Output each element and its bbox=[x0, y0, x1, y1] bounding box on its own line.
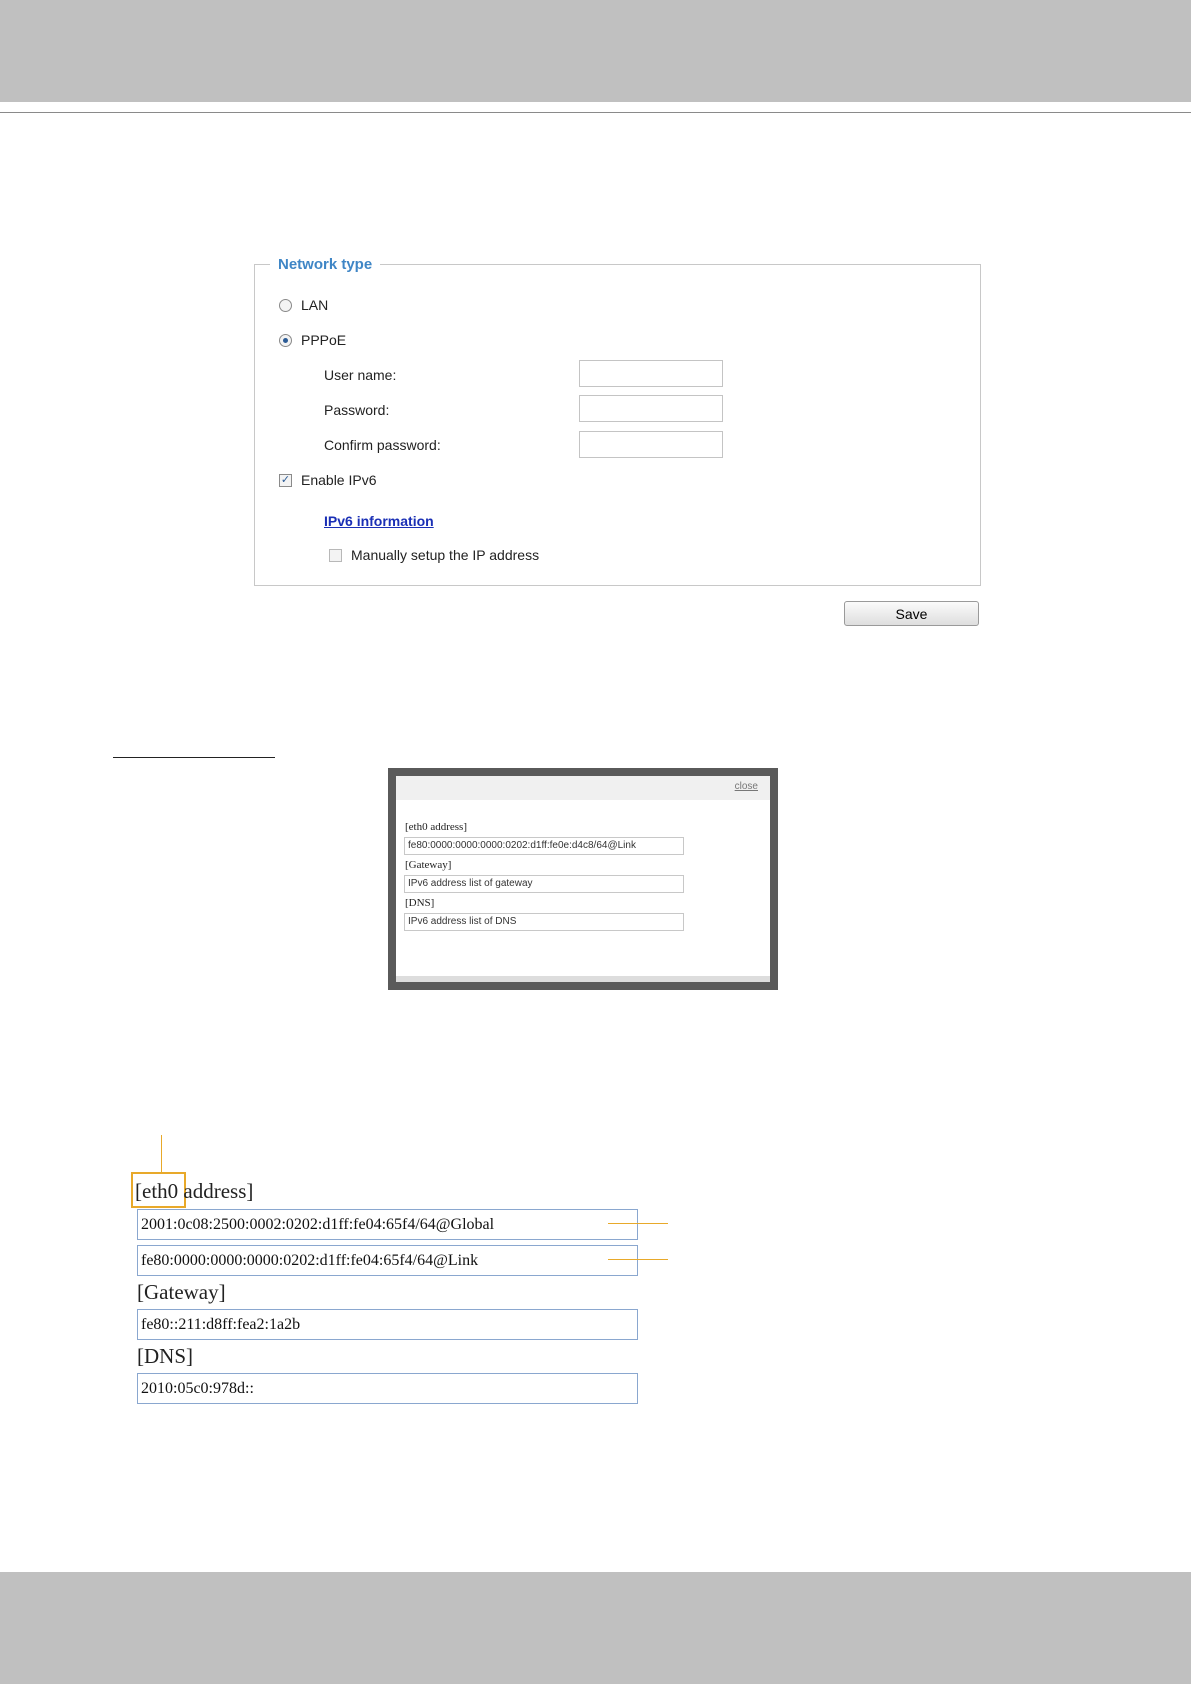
page-header-band bbox=[0, 0, 1191, 102]
popup-close-link[interactable]: close bbox=[734, 781, 758, 792]
manual-ip-checkbox[interactable] bbox=[329, 549, 342, 562]
detail-eth0-heading bbox=[135, 1179, 253, 1204]
password-label: Password: bbox=[324, 402, 390, 418]
detail-link-address-field: fe80:0000:0000:0000:0202:d1ff:fe04:65f4/64@Link bbox=[137, 1245, 638, 1276]
detail-eth0-rest: address] bbox=[178, 1179, 254, 1203]
global-address-callout-line bbox=[608, 1223, 668, 1224]
popup-body bbox=[396, 776, 770, 982]
popup-dns-field: IPv6 address list of DNS bbox=[404, 913, 684, 931]
detail-dns-heading: [DNS] bbox=[137, 1344, 193, 1368]
network-type-legend: Network type bbox=[270, 256, 380, 273]
popup-eth0-heading: [eth0 address] bbox=[405, 821, 468, 833]
detail-gateway-heading: [Gateway] bbox=[137, 1280, 226, 1304]
link-address-callout-line bbox=[608, 1259, 668, 1260]
lan-radio[interactable] bbox=[279, 299, 292, 312]
popup-gateway-heading: [Gateway] bbox=[405, 859, 452, 871]
popup-dns-heading: [DNS] bbox=[405, 897, 435, 909]
pppoe-option[interactable] bbox=[279, 332, 346, 348]
save-button[interactable]: Save bbox=[844, 601, 979, 626]
pppoe-label: PPPoE bbox=[301, 332, 347, 348]
confirm-password-input[interactable] bbox=[579, 431, 723, 458]
detail-gateway-field: fe80::211:d8ff:fea2:1a2b bbox=[137, 1309, 638, 1340]
detail-dns-field: 2010:05c0:978d:: bbox=[137, 1373, 638, 1404]
detail-global-address-field: 2001:0c08:2500:0002:0202:d1ff:fe04:65f4/64@Global bbox=[137, 1209, 638, 1240]
enable-ipv6-option[interactable] bbox=[279, 472, 377, 488]
popup-title-bar bbox=[396, 776, 770, 800]
lan-option[interactable] bbox=[279, 297, 328, 313]
ipv6-information-link[interactable]: IPv6 information bbox=[324, 513, 434, 529]
network-type-panel bbox=[254, 264, 981, 586]
confirm-password-label: Confirm password: bbox=[324, 437, 441, 453]
popup-eth0-field: fe80:0000:0000:0000:0202:d1ff:fe0e:d4c8/64@Link bbox=[404, 837, 684, 855]
eth0-callout-line bbox=[161, 1135, 162, 1173]
password-input[interactable] bbox=[579, 395, 723, 422]
manual-ip-label: Manually setup the IP address bbox=[351, 547, 540, 563]
header-divider bbox=[0, 112, 1191, 113]
page-footer-band bbox=[0, 1572, 1191, 1684]
user-name-input[interactable] bbox=[579, 360, 723, 387]
lan-label: LAN bbox=[301, 297, 329, 313]
ipv6-info-popup bbox=[388, 768, 778, 990]
section-underline bbox=[113, 757, 275, 758]
enable-ipv6-checkbox[interactable]: ✓ bbox=[280, 473, 291, 486]
pppoe-radio[interactable] bbox=[279, 334, 292, 347]
popup-gateway-field: IPv6 address list of gateway bbox=[404, 875, 684, 893]
enable-ipv6-label: Enable IPv6 bbox=[301, 472, 377, 488]
detail-eth0-bracket: [eth0 bbox=[135, 1179, 179, 1203]
manual-ip-option[interactable] bbox=[329, 547, 539, 563]
popup-bottom-edge bbox=[396, 976, 770, 982]
user-name-label: User name: bbox=[324, 367, 397, 383]
